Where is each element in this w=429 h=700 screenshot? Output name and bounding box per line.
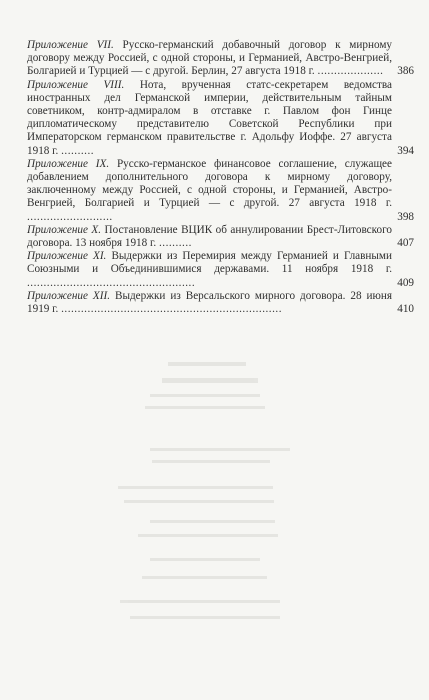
toc-entry-appendix-8 bbox=[27, 79, 414, 158]
toc-page-number: 394 bbox=[397, 144, 414, 157]
toc-leader-dots: .......................... bbox=[27, 210, 113, 223]
toc-entry-label: Приложение XII. bbox=[27, 289, 110, 302]
toc-entry-title: Выдержки из Версальского мирного договора. 28 июня 1919 г. bbox=[27, 289, 393, 316]
toc-entry-title: Русско-германский добавочный договор к мирному договору между Россией, с одной стороны, и Германией, Австро-Венгрией, Болгарией и Турцией — с другой. Берлин, 27 августа 1918 г. bbox=[27, 39, 392, 78]
toc-entry-label: Приложение VIII. bbox=[27, 78, 125, 91]
toc-entry-text bbox=[27, 224, 414, 250]
toc-entry-label: Приложение VII. bbox=[27, 39, 114, 51]
toc-entry-label: Приложение IX. bbox=[27, 157, 110, 170]
toc-page-number: 398 bbox=[397, 210, 414, 223]
toc-entry-appendix-12 bbox=[27, 290, 414, 316]
toc-leader-dots: ................................................................... bbox=[61, 303, 282, 316]
toc-leader-dots: .......... bbox=[158, 237, 192, 250]
toc-entry-title: Постановление ВЦИК об аннулировании Брест-Литовского договора. 13 ноября 1918 г. bbox=[27, 223, 393, 250]
toc-entry-text bbox=[27, 158, 414, 224]
toc-leader-dots: ................................................... bbox=[27, 276, 196, 289]
toc-entry-text bbox=[27, 250, 414, 290]
toc-entry-appendix-7 bbox=[27, 39, 414, 79]
toc-page-number: 409 bbox=[397, 276, 414, 289]
toc-leader-dots: .................... bbox=[317, 65, 384, 78]
toc-entry-title: Нота, врученная статс-секретарем ведомства иностранных дел Германской империи, действительным тайным советником, контр-адмиралом в отставке г. Павлом фон Гинце дипломатическому представителю Советской Республики при Императорском германском правительстве г. Адольфу Иоффе. 27 августа 1918 г. bbox=[27, 78, 392, 157]
toc-entry-appendix-10 bbox=[27, 224, 414, 250]
table-of-contents bbox=[27, 39, 414, 316]
toc-leader-dots: .......... bbox=[61, 144, 95, 157]
toc-page-number: 386 bbox=[397, 65, 414, 78]
toc-entry-text bbox=[27, 39, 414, 79]
toc-entry-appendix-11 bbox=[27, 250, 414, 290]
toc-page-number: 407 bbox=[397, 237, 414, 250]
toc-page-number: 410 bbox=[397, 303, 414, 316]
toc-entry-text bbox=[27, 79, 414, 158]
toc-entry-appendix-9 bbox=[27, 158, 414, 224]
toc-entry-title: Русско-германское финансовое соглашение, служащее добавлением дополнительного договора к мирному договору, заключенному между Россией, с одной стороны, и Германией, Австро-Венгрией, Болгарией и Турцией — с другой. 27 августа 1918 г. bbox=[27, 157, 392, 210]
toc-entry-title: Выдержки из Перемирия между Германией и Главными Союзными и Объединившимися державами. 11 ноября 1918 г. bbox=[27, 250, 392, 276]
toc-entry-text bbox=[27, 290, 414, 316]
toc-entry-label: Приложение X. bbox=[27, 223, 102, 236]
toc-entry-label: Приложение XI. bbox=[27, 250, 107, 263]
